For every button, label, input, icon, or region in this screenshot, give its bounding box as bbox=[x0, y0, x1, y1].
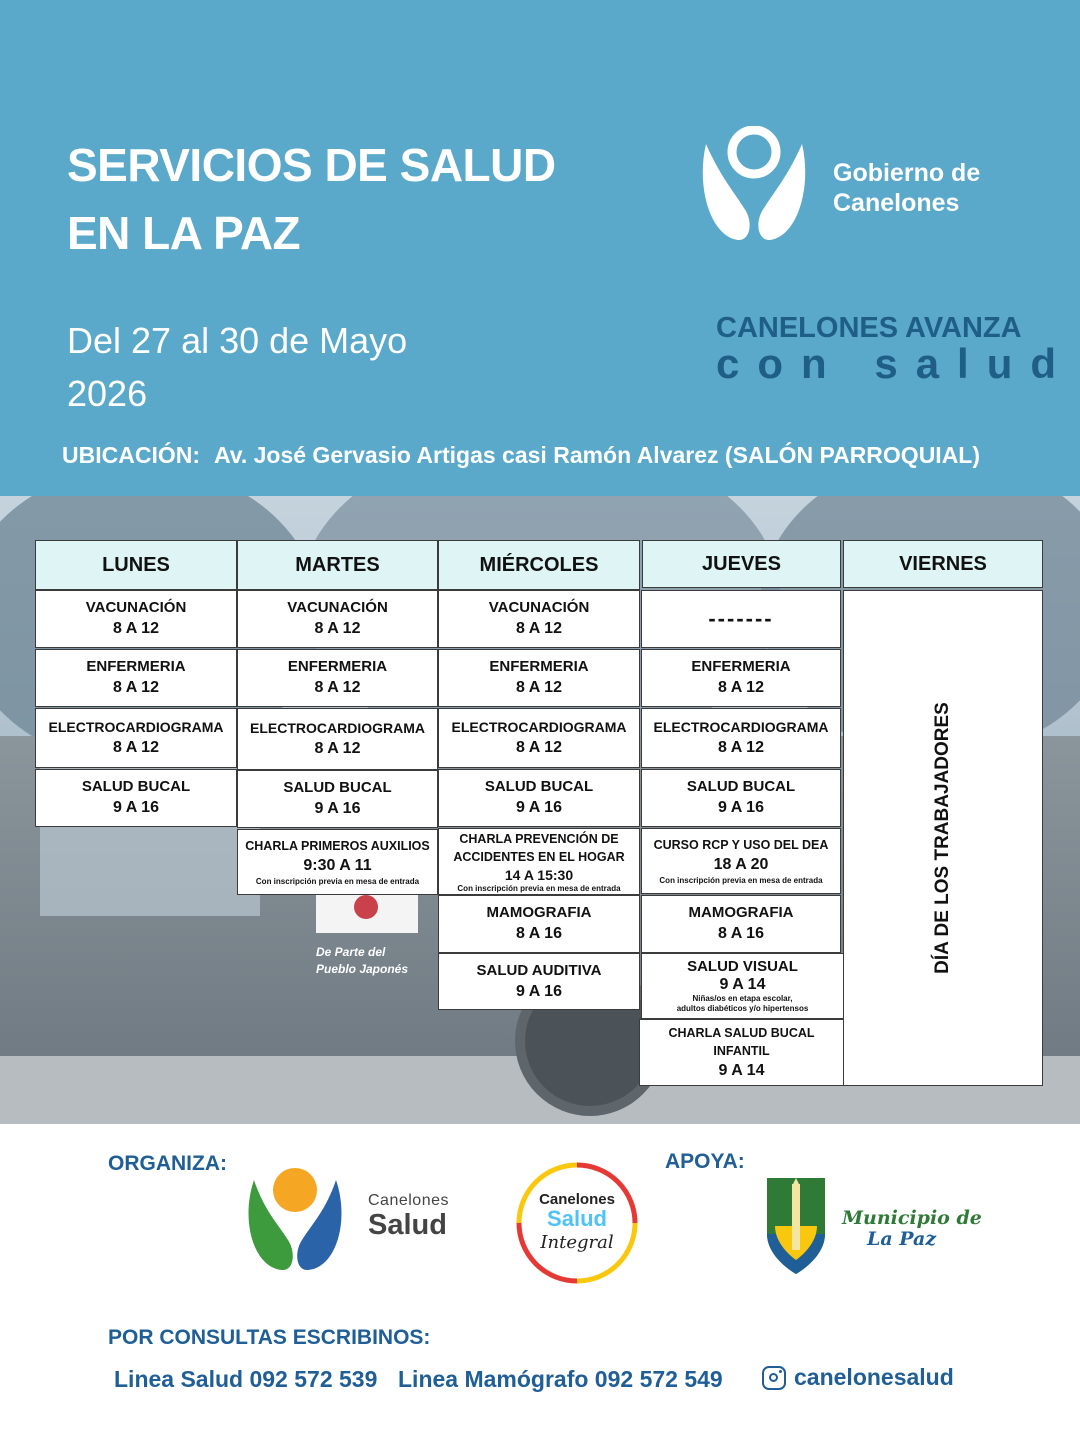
service-time: 8 A 12 bbox=[718, 739, 764, 756]
service-name: VACUNACIÓN bbox=[488, 599, 590, 616]
service-name: ENFERMERIA bbox=[489, 658, 589, 675]
service-name: SALUD BUCAL bbox=[283, 779, 392, 796]
service-cell bbox=[35, 590, 237, 648]
service-time: 18 A 20 bbox=[713, 856, 769, 873]
service-cell bbox=[35, 769, 237, 827]
service-name: SALUD AUDITIVA bbox=[476, 961, 602, 979]
service-time: 9:30 A 11 bbox=[303, 857, 372, 874]
location-label: UBICACIÓN: bbox=[62, 442, 200, 468]
slogan-line1: CANELONES AVANZA bbox=[716, 312, 1022, 344]
consultas-label: POR CONSULTAS ESCRIBINOS: bbox=[108, 1326, 431, 1349]
service-time: 8 A 12 bbox=[314, 620, 361, 637]
canelones-salud-text bbox=[368, 1192, 449, 1240]
service-name: MAMOGRAFIA bbox=[486, 904, 592, 921]
municipio-line2: La Paz bbox=[867, 1228, 937, 1250]
service-cell bbox=[438, 953, 640, 1010]
page-title: SERVICIOS DE SALUD bbox=[67, 139, 556, 191]
service-cell bbox=[438, 708, 640, 768]
canelones-salud-logo-icon bbox=[246, 1166, 344, 1272]
service-name: CURSO RCP Y USO DEL DEA bbox=[653, 838, 829, 852]
service-cell bbox=[237, 590, 438, 648]
service-cell bbox=[237, 770, 438, 828]
service-cell bbox=[237, 829, 438, 895]
municipio-line1: Municipio de bbox=[842, 1207, 982, 1229]
service-name: CHARLA SALUD BUCAL bbox=[668, 1025, 815, 1040]
service-cell bbox=[438, 895, 640, 953]
service-cell bbox=[641, 895, 841, 953]
day-header-martes: MARTES bbox=[237, 540, 438, 590]
service-time: 8 A 12 bbox=[113, 739, 159, 756]
service-note: Niñas/os en etapa escolar, bbox=[692, 994, 793, 1003]
service-time: 8 A 12 bbox=[314, 679, 361, 696]
service-cell bbox=[641, 649, 841, 707]
service-time: 8 A 12 bbox=[314, 740, 361, 757]
day-header-jueves: JUEVES bbox=[642, 540, 841, 588]
gobierno-canelones-logo-icon bbox=[700, 126, 808, 244]
service-name: INFANTIL bbox=[713, 1043, 770, 1058]
gobierno-canelones-text bbox=[833, 158, 980, 218]
municipio-la-paz-text bbox=[842, 1208, 982, 1250]
bus-sign-text bbox=[316, 944, 408, 978]
service-name: ENFERMERIA bbox=[287, 658, 388, 675]
event-dates bbox=[67, 314, 487, 420]
service-time: 9 A 14 bbox=[718, 1061, 765, 1079]
day-header-lunes: LUNES bbox=[35, 540, 237, 590]
service-name: ELECTROCARDIOGRAMA bbox=[250, 720, 425, 736]
dates-year: 2026 bbox=[67, 373, 148, 414]
page-title-line2: EN LA PAZ bbox=[67, 207, 301, 259]
bus-sign-line1: De Parte del bbox=[316, 945, 386, 959]
service-cell bbox=[438, 649, 640, 707]
service-time: 8 A 12 bbox=[516, 620, 562, 637]
service-note: Con inscripción previa en mesa de entrada bbox=[255, 877, 420, 886]
organiza-label: ORGANIZA: bbox=[108, 1152, 227, 1175]
service-time: 9 A 16 bbox=[516, 982, 562, 1000]
service-name: VACUNACIÓN bbox=[85, 599, 187, 616]
service-time: 8 A 16 bbox=[718, 925, 764, 942]
service-time: 9 A 16 bbox=[516, 799, 562, 816]
service-name: ENFERMERIA bbox=[86, 658, 186, 675]
empty-slot-dashes: ------- bbox=[708, 606, 774, 631]
service-name: CHARLA PREVENCIÓN DE bbox=[459, 831, 619, 846]
service-note: adultos diabéticos y/o hipertensos bbox=[676, 1004, 809, 1013]
service-time: 9 A 16 bbox=[113, 799, 159, 816]
service-name: CHARLA PRIMEROS AUXILIOS bbox=[245, 839, 430, 853]
service-note: Con inscripción previa en mesa de entrada bbox=[659, 876, 823, 885]
instagram-handle[interactable]: canelonesalud bbox=[794, 1364, 954, 1390]
service-time: 8 A 12 bbox=[516, 739, 562, 756]
service-cell-empty bbox=[641, 590, 841, 648]
service-cell bbox=[438, 590, 640, 648]
integral-line1: Canelones bbox=[539, 1191, 615, 1208]
slogan-line2: con salud bbox=[716, 340, 1075, 387]
instagram-icon bbox=[762, 1366, 786, 1390]
service-cell bbox=[237, 649, 438, 707]
service-cell bbox=[641, 953, 844, 1019]
service-name: MAMOGRAFIA bbox=[688, 904, 794, 921]
service-time: 8 A 12 bbox=[718, 679, 764, 696]
location-line bbox=[62, 442, 980, 469]
linea-salud-phone[interactable]: Linea Salud 092 572 539 bbox=[114, 1366, 378, 1392]
cs-line1: Canelones bbox=[368, 1192, 449, 1209]
service-name: SALUD BUCAL bbox=[484, 778, 594, 795]
service-cell bbox=[438, 769, 640, 827]
integral-line2: Salud bbox=[547, 1206, 607, 1231]
service-cell bbox=[237, 708, 438, 770]
gov-line1: Gobierno de bbox=[833, 159, 981, 187]
service-time: 8 A 12 bbox=[113, 620, 159, 637]
service-name: ENFERMERIA bbox=[691, 658, 791, 675]
apoya-label: APOYA: bbox=[665, 1150, 745, 1173]
service-name: ACCIDENTES EN EL HOGAR bbox=[453, 849, 625, 864]
service-name: VACUNACIÓN bbox=[287, 599, 388, 616]
service-cell bbox=[641, 828, 841, 894]
municipio-la-paz-shield-icon bbox=[763, 1174, 829, 1278]
day-header-miercoles: MIÉRCOLES bbox=[438, 540, 640, 590]
service-name: ELECTROCARDIOGRAMA bbox=[653, 719, 829, 735]
bus-sign-line2: Pueblo Japonés bbox=[316, 962, 409, 976]
service-name: SALUD BUCAL bbox=[686, 778, 796, 795]
service-cell bbox=[35, 708, 237, 768]
service-time: 8 A 16 bbox=[516, 925, 562, 942]
cs-line2: Salud bbox=[368, 1209, 447, 1241]
service-time: 9 A 14 bbox=[719, 976, 766, 993]
location-value: Av. José Gervasio Artigas casi Ramón Alvarez (SALÓN PARROQUIAL) bbox=[214, 442, 981, 468]
gov-line2: Canelones bbox=[833, 189, 960, 217]
dates-line1: Del 27 al 30 de Mayo bbox=[67, 320, 408, 361]
header-banner bbox=[0, 0, 1080, 496]
service-cell bbox=[641, 708, 841, 768]
service-time: 9 A 16 bbox=[718, 799, 764, 816]
service-time: 8 A 12 bbox=[516, 679, 562, 696]
service-cell bbox=[35, 649, 237, 707]
service-name: ELECTROCARDIOGRAMA bbox=[451, 719, 627, 735]
holiday-label: DÍA DE LOS TRABAJADORES bbox=[932, 702, 953, 974]
salud-integral-logo-icon bbox=[516, 1162, 638, 1284]
service-note: Con inscripción previa en mesa de entrada bbox=[457, 883, 621, 893]
service-cell bbox=[438, 828, 640, 895]
service-name: ELECTROCARDIOGRAMA bbox=[48, 719, 224, 735]
service-time: 14 A 15:30 bbox=[504, 866, 574, 883]
service-cell bbox=[639, 1019, 844, 1086]
linea-mamografo-phone[interactable]: Linea Mamógrafo 092 572 549 bbox=[398, 1366, 723, 1392]
service-cell bbox=[641, 769, 841, 827]
service-time: 9 A 16 bbox=[314, 800, 361, 817]
service-name: SALUD VISUAL bbox=[687, 958, 798, 975]
service-name: SALUD BUCAL bbox=[81, 778, 191, 795]
integral-line3: Integral bbox=[540, 1232, 614, 1253]
japan-flag-icon bbox=[316, 893, 418, 933]
day-header-viernes: VIERNES bbox=[843, 540, 1043, 588]
service-time: 8 A 12 bbox=[113, 679, 159, 696]
